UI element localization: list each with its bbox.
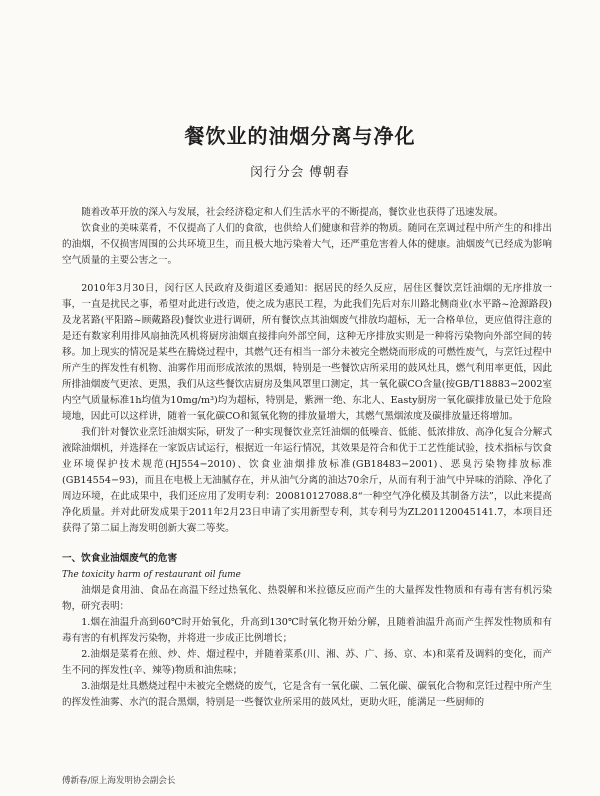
section-heading: 一、饮食业油烟废气的危害: [62, 553, 178, 564]
article-title: 餐饮业的油烟分离与净化: [184, 124, 416, 148]
article-authors: 闵行分会 傅朝春: [250, 164, 350, 179]
section-paragraph-4: 3.油烟是灶具燃烧过程中未被完全燃烧的废气，它是含有一氧化碳、二氧化碳、碳氧化合物和烹饪过程中所产生的挥发性油雾、水汽的混合黑烟，特别是一些餐饮业所采用的鼓风灶，更助火旺，能满足一些厨师的: [62, 681, 552, 708]
section-paragraph-2: 1.烟在油温升高到60℃时开始氧化，升高到130℃时氧化物开始分解，且随着油温升高而产生挥发性物质和有毒有害的有机挥发污染物，并将进一步成正比例增长；: [62, 617, 552, 644]
intro-paragraph-1: 随着改革开放的深入与发展，社会经济稳定和人们生活水平的不断提高，餐饮业也获得了迅速发展。: [81, 207, 504, 218]
intro-paragraph-3: 2010年3月30日，闵行区人民政府及街道区委通知：据居民的经久反应，居住区餐饮烹饪油烟的无序排放一事，一直是扰民之事，希望对此进行改造，使之成为惠民工程，为此我们先后对东川路北侧商业(水平路~沧源路段)及龙茗路(平阳路~顾戴路段)餐饮业进行调研，所有餐饮点其油烟废气排放均超标，无一合格单位，更应值得注意的是还有数家利用排风扇抽洗风机将厨房油烟直接排向外部空间，这种无序排放实则是一种将污染物向外部空间的转移。加上现实的情况是某些在腾烧过程中，其燃气还有相当一部分未被完全燃烧而形成的可燃性废气，与烹饪过程中所产生的挥发性有机物、油雾作用而形成浓浓的黑烟，特别是一些餐饮店所采用的鼓风灶具，燃气利用率更低，因此所排油烟废气更浓、更黑，我们从这些餐饮店厨房及集风罩里口测定，其一氧化碳CO含量(按GB/T18883−2002室内空气质量标准1h均值为10mg/m³)均为超标，特别是，紫洲一绝、东北人、Easty厨房一氧化碳排放量已处于危险境地，因此可以这样讲，随着一氧化碳CO和氮氧化物的排放量增大，其燃气黑烟浓度及碳排放量还将增加。: [62, 283, 553, 422]
section-paragraph-3: 2.油烟是菜肴在煎、炒、炸、熘过程中，并随着菜系(川、湘、苏、广、扬、京、本)和菜肴及调料的变化，而产生不同的挥发性(辛、辣等)物质和油焦味；: [62, 649, 552, 676]
section-heading-en: The toxicity harm of restaurant oil fume: [62, 570, 241, 580]
intro-paragraph-4: 我们针对餐饮业烹饪油烟实际，研发了一种实现餐饮业烹饪油烟的低噪音、低能、低浓排放、高净化复合分解式液除油烟机，并选择在一家饭店试运行，根据近一年运行情况，其效果是符合和优于工艺性能试验，技术指标与饮食业环境保护技术规范(HJ554−2010)、饮食业油烟排放标准(GB18483−2001)、恶臭污染物排放标准(GB14554−93)，而且在电极上无油腻存在，并从油气分离的油达70余斤，从而有利于油气中异味的消除、净化了周边环境，在此成果中，我们还应用了发明专利：200810127088.8“一种空气净化模及其制备方法”，以此来提高净化质量。并对此研发成果于2011年2月23日申请了实用新型专利，其专利号为ZL201120045141.7，本项目还获得了第二届上海发明创新大赛二等奖。: [62, 427, 552, 534]
page-footer-note: 傅新春/原上海发明协会副会长: [62, 776, 176, 786]
intro-paragraph-2: 饮食业的美味菜肴，不仅提高了人们的食欲，也供给人们健康和营养的物质。随同在烹调过程中所产生的和排出的油烟，不仅损害周围的公共环境卫生，而且极大地污染着大气，还严重危害着人体的健康。油烟废气已经成为影响空气质量的主要公害之一。: [62, 223, 552, 266]
section-paragraph-1: 油烟是食用油、食品在高温下经过热氧化、热裂解和米拉德反应而产生的大量挥发性物质和有毒有害有机污染物，研究表明：: [62, 585, 552, 612]
article-body: [62, 205, 552, 711]
